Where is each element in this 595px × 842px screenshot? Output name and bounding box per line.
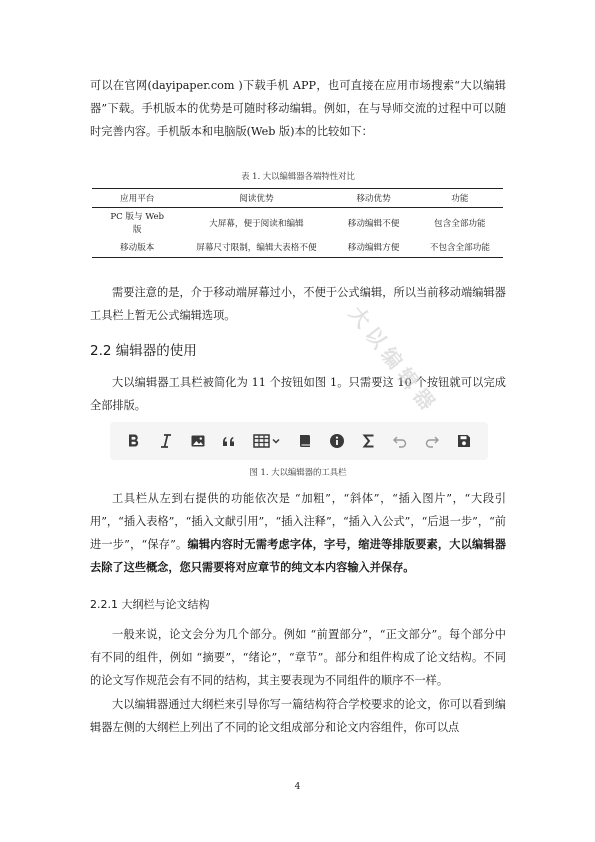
table-cell: 不包含全部功能 xyxy=(417,240,503,258)
outline-paragraph-1: 一般来说，论文会分为几个部分。例如 “前置部分”，“正文部分”。每个部分中有不同的组件，例如 “摘要”，“绪论”，“章节”。部分和组件构成了论文结构。不同的论文写作规范会有不同的结构，其主要表现为不同组件的顺序不一样。 xyxy=(90,628,506,687)
toolbar-description-emphasis: 编辑内容时无需考虑字体，字号，缩进等排版要素，大以编辑器去除了这些概念，您只需要将对应章节的纯文本内容输入并保存。 xyxy=(90,537,506,574)
table-cell: 移动编辑方便 xyxy=(330,240,416,258)
table-header-cell: 应用平台 xyxy=(92,189,182,208)
figure-caption: 图 1. 大以编辑器的工具栏 xyxy=(249,467,347,477)
table-row xyxy=(92,240,503,258)
citation-icon[interactable] xyxy=(293,429,317,453)
table-row xyxy=(92,208,503,241)
subsection-heading: 2.2.1 大纲栏与论文结构 xyxy=(90,598,210,611)
table-cell: 移动编辑不便 xyxy=(347,218,400,229)
table-cell: 包含全部功能 xyxy=(434,218,486,229)
table-icon[interactable] xyxy=(249,429,285,453)
editor-toolbar-figure xyxy=(110,422,488,460)
undo-icon[interactable] xyxy=(388,429,412,453)
table-cell: 屏幕尺寸限制，编辑大表格不便 xyxy=(182,240,330,258)
table-caption: 表 1. 大以编辑器各端特性对比 xyxy=(241,171,355,181)
table-header-cell: 阅读优势 xyxy=(182,189,330,208)
sigma-icon[interactable] xyxy=(357,429,381,453)
section-heading: 2.2 编辑器的使用 xyxy=(90,343,197,359)
watermark: 大以编辑器 xyxy=(344,301,444,420)
info-icon[interactable] xyxy=(325,429,349,453)
table-cell: PC 版与 Web 版 xyxy=(110,212,165,235)
toolbar-description-paragraph xyxy=(90,487,506,579)
table-cell: 大屏幕，便于阅读和编辑 xyxy=(209,218,304,229)
mobile-note-paragraph: 需要注意的是，介于移动端屏幕过小，不便于公式编辑，所以当前移动端编辑器工具栏上暂无公式编辑选项。 xyxy=(90,286,506,322)
italic-icon[interactable] xyxy=(154,429,178,453)
save-icon[interactable] xyxy=(452,429,476,453)
quote-icon[interactable] xyxy=(217,429,241,453)
table-cell: 移动版本 xyxy=(92,240,182,258)
intro-paragraph: 可以在官网(dayipaper.com )下载手机 APP，也可直接在应用市场搜索“大以编辑器”下载。手机版本的优势是可随时移动编辑。例如，在与导师交流的过程中可以随时完善内容。手机版本和电脑版(Web 版)本的比较如下： xyxy=(90,79,506,138)
table-header-row xyxy=(92,189,503,208)
redo-icon[interactable] xyxy=(420,429,444,453)
chevron-down-icon[interactable] xyxy=(271,436,281,446)
page-number: 4 xyxy=(294,782,301,792)
table-header-cell: 移动优势 xyxy=(330,189,416,208)
table-header-cell: 功能 xyxy=(417,189,503,208)
image-icon[interactable] xyxy=(186,429,210,453)
toolbar-description-text: 工具栏从左到右提供的功能依次是 “加粗”，“斜体”，“插入图片”，“大段引用”，“插入表格”，“插入文献引用”，“插入注释”，“插入入公式”，“后退一步”，“前进一步”，“保存”。 xyxy=(90,492,506,551)
outline-paragraph-2: 大以编辑器通过大纲栏来引导你写一篇结构符合学校要求的论文，你可以看到编辑器左侧的大纲栏上列出了不同的论文组成部分和论文内容组件，你可以点 xyxy=(90,698,506,734)
bold-icon[interactable] xyxy=(122,429,146,453)
comparison-table xyxy=(92,188,503,258)
toolbar-intro-paragraph: 大以编辑器工具栏被简化为 11 个按钮如图 1。只需要这 10 个按钮就可以完成全部排版。 xyxy=(90,376,506,412)
